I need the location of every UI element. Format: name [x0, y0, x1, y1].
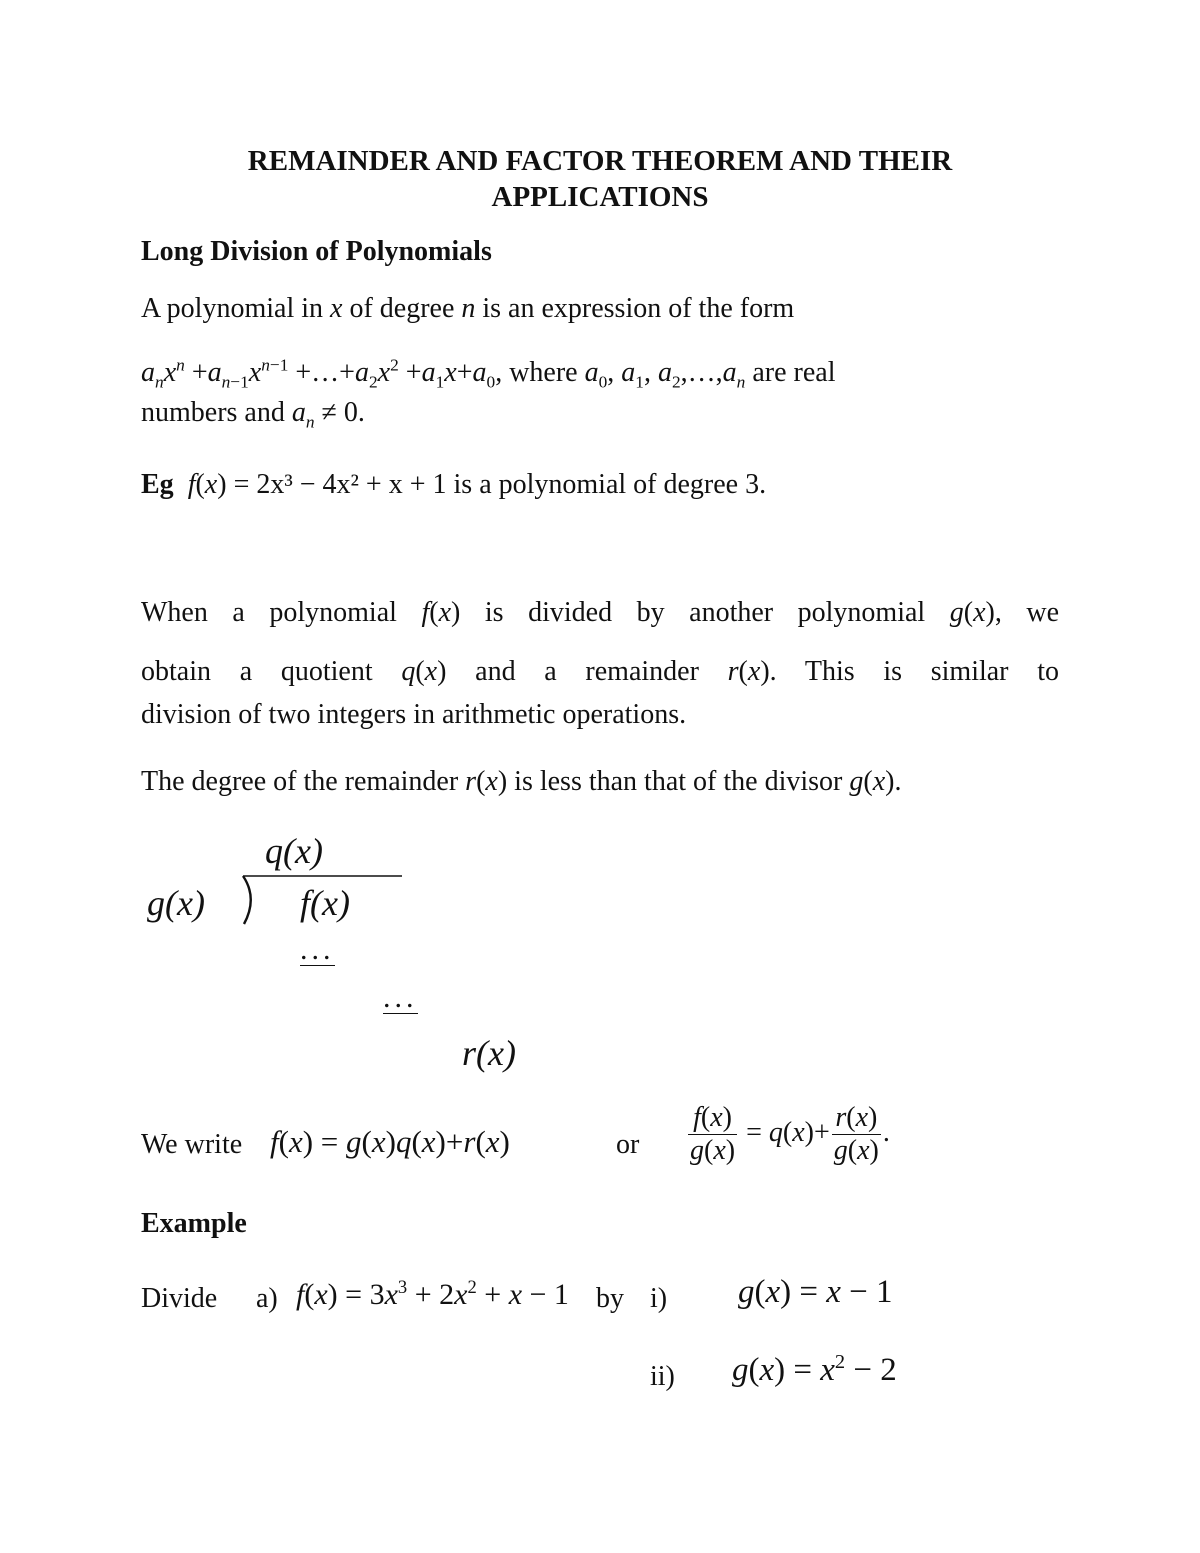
division-paragraph-line-1: When a polynomial f(x) is divided by another polynomial g(x), we: [141, 597, 1060, 628]
polynomial-general-form: $a_nx^n +a_{n-1}x^{n-1}$ $+\dots+a_2x^2 +a_1x+a_0$, where $a_0$, $a_1$, $a_2,\dots,a_n$ are real: [141, 355, 836, 392]
example-label: Eg: [141, 469, 174, 500]
by-word: by: [596, 1283, 624, 1314]
case-i-label: i): [650, 1283, 668, 1314]
division-paragraph-line-2: obtain a quotient q(x) and a remainder r(x). This is similar to: [141, 656, 1059, 687]
remainder-degree-sentence: The degree of the remainder r(x) is less than that of the divisor g(x).: [141, 766, 902, 797]
division-identity: f(x) = g(x)q(x)+r(x): [270, 1124, 510, 1159]
diagram-dividend: f(x): [300, 883, 350, 923]
section-heading-long-division: Long Division of Polynomials: [141, 236, 492, 267]
coefficient-list: $a_0$, $a_1$, $a_2,\dots,a_n$: [584, 357, 746, 392]
example-degree-3: Eg f(x) = 2x³ − 4x² + x + 1 is a polynomial of degree 3.: [141, 469, 767, 500]
title-line-1: REMAINDER AND FACTOR THEOREM AND THEIR: [247, 145, 953, 177]
divisor-linear: g(x) = x − 1: [738, 1274, 893, 1310]
diagram-remainder: r(x): [462, 1033, 516, 1073]
diagram-step-2: ...: [383, 981, 418, 1014]
diagram-step-1: ...: [300, 933, 335, 966]
title-line-2: APPLICATIONS: [491, 181, 709, 213]
dividend-polynomial: $f(x) = 3x^3 + 2x^2 + x - 1$: [296, 1277, 569, 1311]
divisor-quadratic: $g(x) = x^2 - 2$: [732, 1351, 897, 1388]
general-form-expression: $a_nx^n +a_{n-1}x^{n-1}$ $+\dots+a_2x^2 +a_1x+a_0$: [141, 355, 496, 392]
divide-word: Divide: [141, 1283, 218, 1314]
or-word: or: [616, 1129, 640, 1160]
we-write-label: We write: [141, 1129, 243, 1160]
case-ii-label: ii): [650, 1361, 675, 1392]
division-fraction-form: $\frac{f(x)}{g(x)}$ = q(x)+ $\frac{r(x)}{g(x)}$ .: [690, 1102, 890, 1166]
diagram-divisor: g(x): [147, 883, 205, 923]
nonzero-leading-coefficient: numbers and $a_n \ne 0$.: [141, 397, 365, 432]
example-polynomial: f(x) = 2x³ − 4x² + x + 1: [187, 469, 447, 500]
division-paragraph-line-3: division of two integers in arithmetic operations.: [141, 699, 687, 730]
example-heading: Example: [141, 1208, 247, 1239]
document-title: [0, 143, 1200, 215]
leading-coefficient-condition: $a_n \ne 0$: [291, 397, 358, 432]
intro-sentence: A polynomial in x of degree n is an expression of the form: [141, 293, 795, 324]
diagram-quotient: q(x): [265, 831, 323, 871]
part-a-label: a): [256, 1283, 278, 1314]
